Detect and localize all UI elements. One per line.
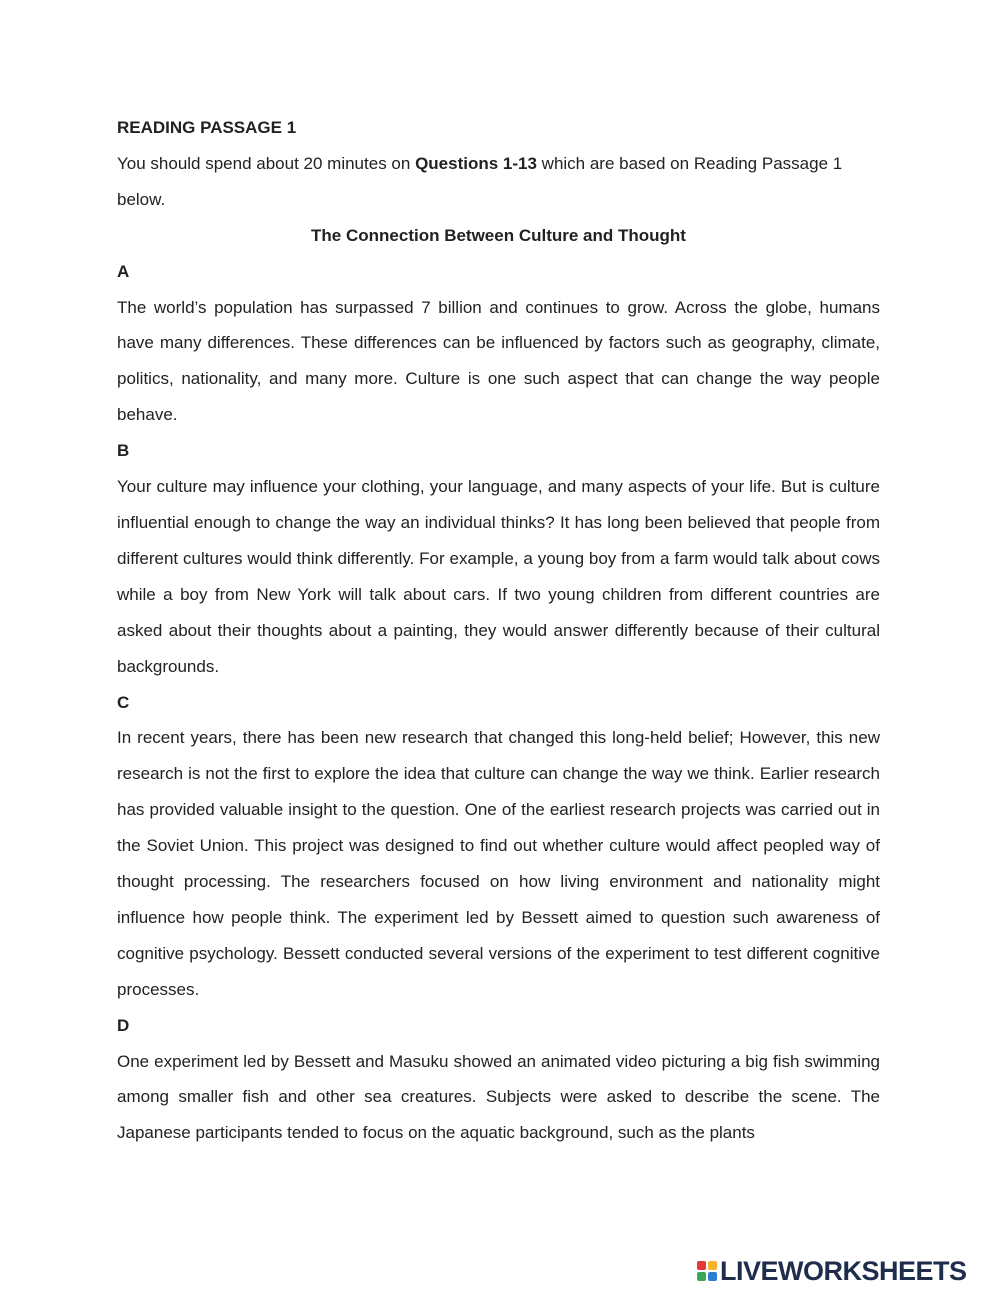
instructions-text-start: You should spend about 20 minutes on [117,153,416,173]
questions-range: Questions 1-13 [415,153,537,173]
passage-heading: READING PASSAGE 1 [117,118,297,137]
logo-text: LIVEWORKSHEETS [720,1256,967,1286]
document-page [117,110,880,1151]
logo-block-green [697,1272,706,1281]
section-letter-a: A [117,261,130,281]
section-paragraph-c: In recent years, there has been new research that changed this long-held belief; However, this new research is not the first to explore the idea that culture can change the way we think. Earlier research has provided valuable insight to the question. One of the earliest research projects was carried out in the Soviet Union. This project was designed to find out whether culture would affect peopled way of thought processing. The researchers focused on how living environment and nationality might influence how people think. The experiment led by Bessett aimed to question such awareness of cognitive psychology. Bessett conducted several versions of the experiment to test different cognitive processes. [117,728,880,999]
section-paragraph-d: One experiment led by Bessett and Masuku showed an animated video picturing a big fish swimming among smaller fish and other sea creatures. Subjects were asked to describe the scene. The Japanese participants tended to focus on the aquatic background, such as the plants [117,1051,880,1143]
instructions-text-end: which are based on Reading Passage 1 below. [117,153,843,209]
section-paragraph-b: Your culture may influence your clothing, your language, and many aspects of your life. But is culture influential enough to change the way an individual thinks? It has long been believed that people from different cultures would think differently. For example, a young boy from a farm would talk about cows while a boy from New York will talk about cars. If two young children from different countries are asked about their thoughts about a painting, they would answer differently because of their cultural backgrounds. [117,477,880,676]
logo-block-yellow [708,1261,717,1270]
liveworksheets-logo-icon [697,1261,717,1281]
passage-title: The Connection Between Culture and Thought [311,225,686,245]
section-letter-b: B [117,441,130,461]
section-letter-d: D [117,1015,130,1035]
section-letter-c: C [117,692,130,712]
logo-block-blue [708,1272,717,1281]
liveworksheets-logo [697,1256,967,1286]
passage-instructions [117,146,880,218]
section-paragraph-a: The world’s population has surpassed 7 billion and continues to grow. Across the globe, humans have many differences. These differences can be influenced by factors such as geography, climate, politics, nationality, and many more. Culture is one such aspect that can change the way people behave. [117,297,880,425]
logo-block-red [697,1261,706,1270]
